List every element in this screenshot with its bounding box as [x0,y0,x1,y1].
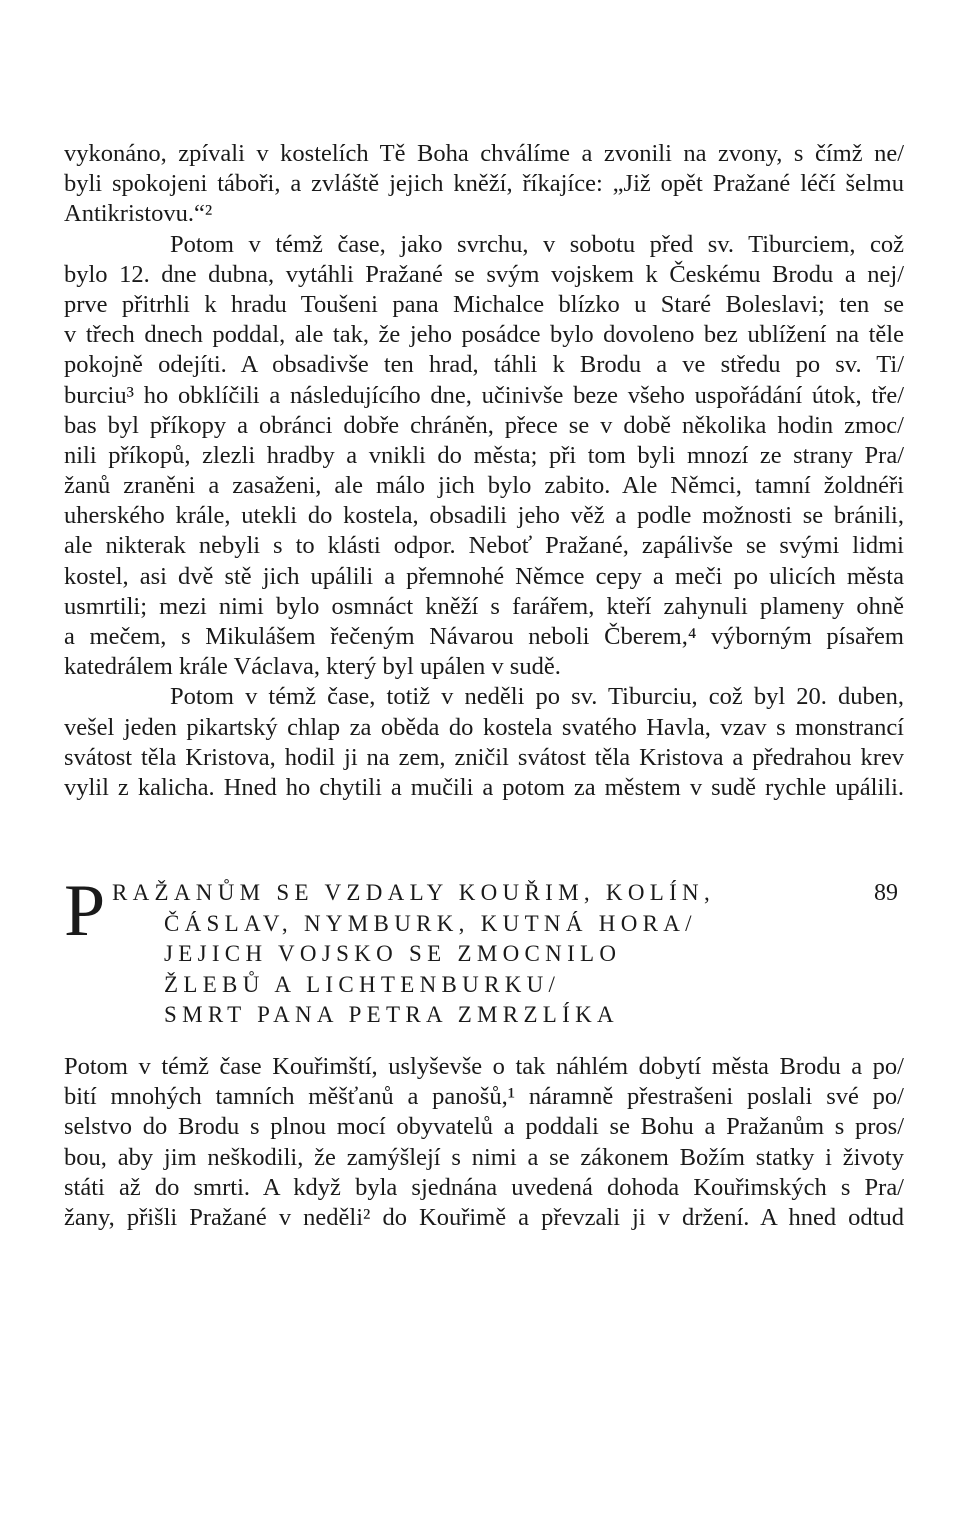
text-line: státi až do smrti. A když byla sjednána uvedená dohoda Kouřimských s Pra/ [64,1173,904,1201]
text-line: Antikristovu.“² [64,200,213,228]
chapter-title-line: JEJICH VOJSKO SE ZMOCNILO [164,941,622,966]
chapter-number: 89 [874,880,898,906]
chapter-title [112,878,834,1031]
text-line: prve přitrhli k hradu Toušeni pana Michalce blízko u Staré Boleslavi; ten se [64,290,904,318]
text-line: vykonáno, zpívali v kostelích Tě Boha chválíme a zvonili na zvony, s čímž ne/ [64,140,904,167]
text-line: bylo 12. dne dubna, vytáhli Pražané se svým vojskem k Českému Brodu a nej/ [64,260,904,288]
chapter-heading [64,872,904,1032]
text-line: Potom v témž čase Kouřimští, uslyševše o tak náhlém dobytí města Brodu a po/ [64,1053,904,1080]
text-line: ale nikterak nebyli s to klásti odpor. Neboť Pražané, zapálivše se svými lidmi [64,532,904,560]
text-line: a mečem, s Mikulášem řečeným Návarou neboli Čberem,⁴ výborným písařem [64,623,904,650]
text-line: bou, aby jim neškodili, že zamýšlejí s nimi a se zákonem Božím statky i životy [64,1143,904,1171]
text-line: v třech dnech poddal, ale tak, že jeho posádce bylo dovoleno bez ublížení na těle [64,321,904,349]
paragraph-start-line: Potom v témž čase, totiž v neděli po sv. Tiburciu, což byl 20. duben, [170,683,904,711]
text-line: byli spokojeni táboři, a zvláště jejich kněží, říkajíce: „Již opět Pražané léčí šelmu [64,170,904,198]
chapter-title-line: ČÁSLAV, NYMBURK, KUTNÁ HORA/ [164,910,697,936]
chapter-title-line: RAŽANŮM SE VZDALY KOUŘIM, KOLÍN, [112,880,716,905]
text-block-upper [64,139,904,803]
text-line: vylil z kalicha. Hned ho chytili a mučili a potom za městem v sudě rychle upálili. [64,773,904,801]
text-block-lower [64,1052,904,1233]
text-line: kostel, asi dvě stě jich upálili a přemnohé Němce cepy a meči po ulicích města [64,562,904,590]
text-line: katedrálem krále Václava, který byl upálen v sudě. [64,653,561,681]
chapter-title-line: SMRT PANA PETRA ZMRZLÍKA [164,1002,619,1027]
text-line: žany, přišli Pražané v neděli² do Kouřimě a převzali ji v držení. A hned odtud [64,1203,904,1231]
text-line: usmrtili; mezi nimi bylo osmnáct kněží s farářem, kteří zahynuli plameny ohně [64,592,904,620]
chapter-title-line: ŽLEBŮ A LICHTENBURKU/ [164,971,561,997]
text-line: bití mnohých tamních měšťanů a panošů,¹ náramně přestrašeni poslali své po/ [64,1083,904,1111]
text-line: bas byl příkopy a obránci dobře chráněn, přece se v době několika hodin zmoc/ [64,411,904,439]
text-line: burciu³ ho obklíčili a následujícího dne, učinivše beze všeho uspořádání útok, tře/ [64,381,904,409]
text-line: vešel jeden pikartský chlap za oběda do kostela svatého Havla, vzav s monstrancí [64,713,904,741]
text-line: žanů zraněni a zasaženi, ale málo jich bylo zabito. Ale Němci, tamní žoldnéři [64,472,904,500]
text-line: uherského krále, utekli do kostela, obsadili jeho věž a podle možnosti se bránili, [64,502,904,530]
text-line: selstvo do Brodu s plnou mocí obyvatelů a poddali se Bohu a Pražanům s pros/ [64,1113,904,1141]
paragraph-start-line: Potom v témž čase, jako svrchu, v sobotu před sv. Tiburciem, což [170,230,904,258]
text-line: pokojně odejíti. A obsadivše ten hrad, táhli k Brodu a ve středu po sv. Ti/ [64,351,904,379]
text-line: nili příkopů, zlezli hradby a vnikli do města; při tom byli mnozí ze strany Pra/ [64,441,904,469]
text-line: svátost těla Kristova, hodil ji na zem, zničil svátost těla Kristova a předrahou krev [64,743,904,771]
drop-cap: P [64,870,106,952]
